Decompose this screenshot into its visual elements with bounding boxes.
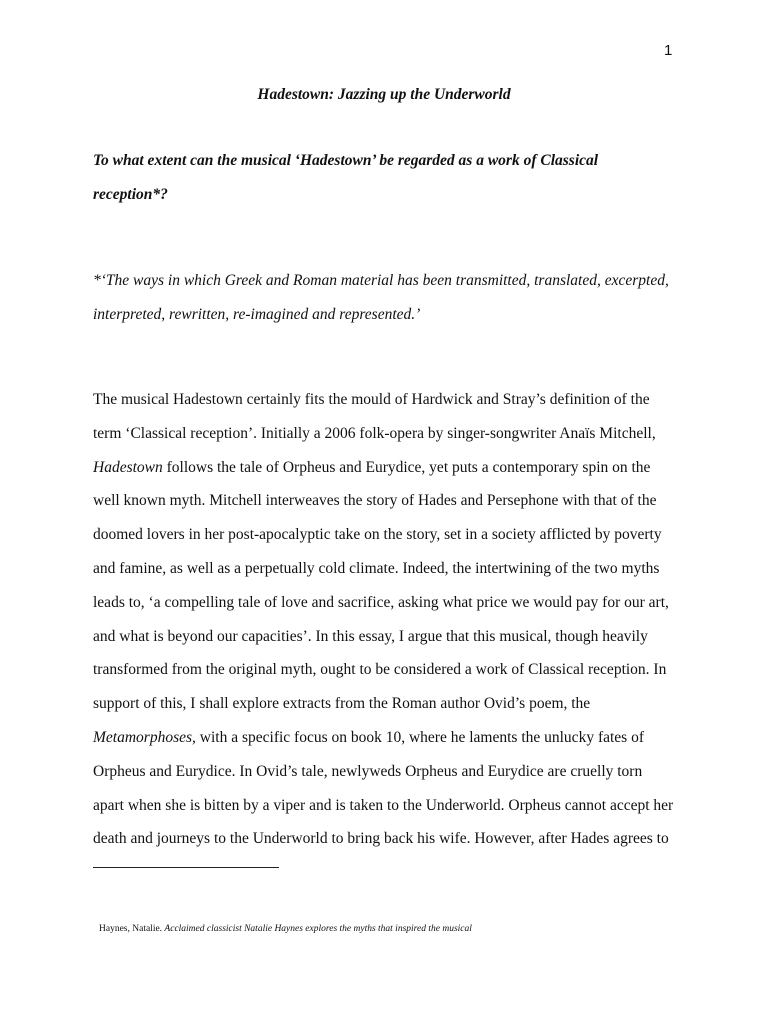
- body-line: The musical Hadestown certainly fits the mould of Hardwick and Stray’s definition of the: [93, 391, 650, 408]
- italic-title: Metamorphoses,: [93, 728, 196, 746]
- body-line: and famine, as well as a perpetually cold climate. Indeed, the intertwining of the two myths: [93, 559, 660, 577]
- body-line: death and journeys to the Underworld to bring back his wife. However, after Hades agrees to: [93, 830, 669, 848]
- essay-title: Hadestown: Jazzing up the Underworld: [257, 86, 511, 103]
- question-line-2: reception*?: [93, 186, 168, 203]
- essay-body: [93, 383, 683, 856]
- body-line: well known myth. Mitchell interweaves the story of Hades and Persephone with that of the: [93, 492, 657, 510]
- body-line: and what is beyond our capacities’. In this essay, I argue that this musical, though heavily: [93, 627, 648, 645]
- body-line-text: with a specific focus on book 10, where he laments the unlucky fates of: [195, 728, 644, 746]
- body-line: apart when she is bitten by a viper and is taken to the Underworld. Orpheus cannot accept her: [93, 796, 674, 814]
- body-line: support of this, I shall explore extracts from the Roman author Ovid’s poem, the: [93, 695, 591, 713]
- essay-question: [93, 144, 653, 212]
- footnote-work: Acclaimed classicist Natalie Haynes explores the myths that inspired the musical: [164, 924, 472, 934]
- definition-line-1: *‘The ways in which Greek and Roman material has been transmitted, translated, excerpted,: [93, 272, 669, 289]
- body-line: [93, 721, 683, 755]
- body-line: term ‘Classical reception’. Initially a 2006 folk-opera by singer-songwriter Anaïs Mitchell,: [93, 424, 656, 442]
- body-line: Orpheus and Eurydice. In Ovid’s tale, newlyweds Orpheus and Eurydice are cruelly torn: [93, 762, 643, 780]
- question-line-1: To what extent can the musical ‘Hadestown’ be regarded as a work of Classical: [93, 152, 599, 169]
- body-line: leads to, ‘a compelling tale of love and sacrifice, asking what price we would pay for our art,: [93, 593, 669, 611]
- reception-definition: [93, 264, 673, 332]
- body-line: doomed lovers in her post-apocalyptic take on the story, set in a society afflicted by poverty: [93, 526, 662, 544]
- italic-title: Hadestown: [93, 458, 163, 476]
- definition-line-2: interpreted, rewritten, re-imagined and represented.’: [93, 306, 421, 323]
- body-line: transformed from the original myth, ought to be considered a work of Classical reception. In: [93, 661, 667, 679]
- page-number: 1: [664, 42, 673, 59]
- body-line: [93, 451, 683, 485]
- footnote-separator: [93, 867, 279, 868]
- body-line-text: follows the tale of Orpheus and Eurydice, yet puts a contemporary spin on the: [162, 458, 651, 476]
- footnote: [99, 924, 472, 934]
- footnote-author: Haynes, Natalie.: [99, 924, 163, 934]
